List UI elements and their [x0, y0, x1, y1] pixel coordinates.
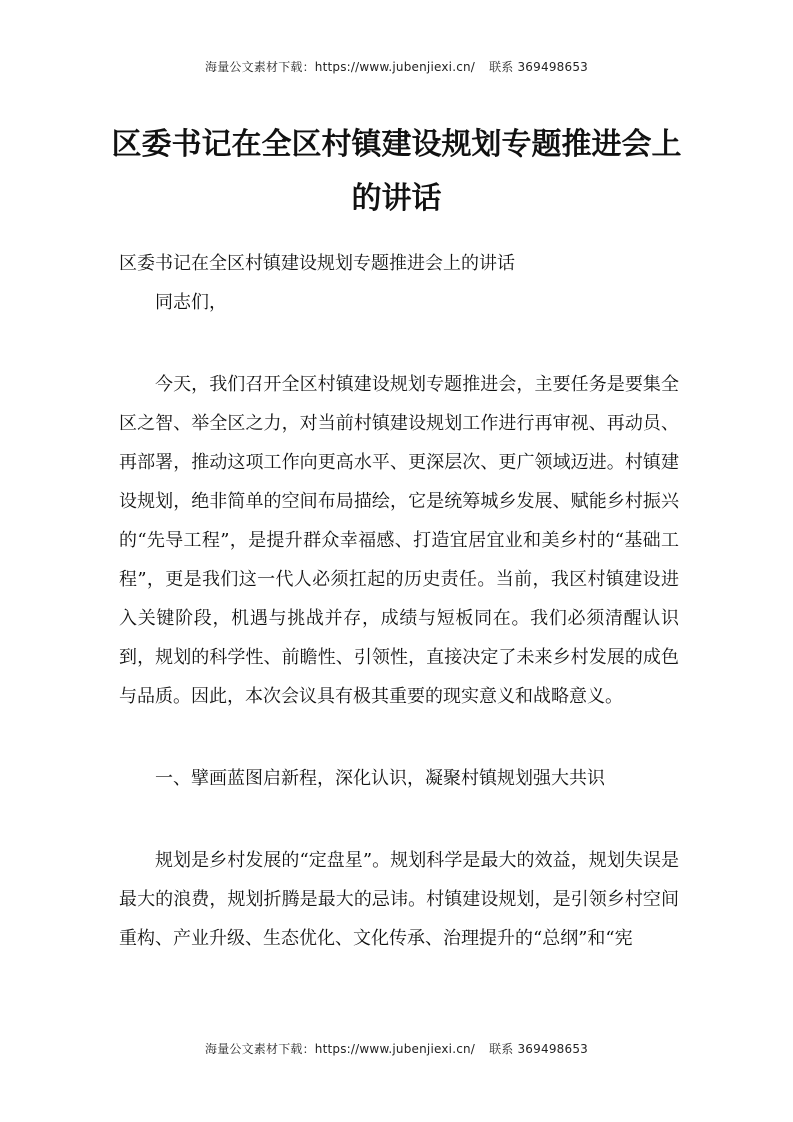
document-title: 区委书记在全区村镇建设规划专题推进会上的讲话: [111, 127, 682, 216]
document-body: [119, 244, 679, 958]
salutation: 同志们，: [155, 292, 227, 313]
header-site-label: 海量公文素材下载：https://www.jubenjiexi.cn/: [205, 60, 476, 74]
document-subtitle: 区委书记在全区村镇建设规划专题推进会上的讲话: [119, 253, 515, 274]
page-header: [0, 58, 793, 75]
footer-site-label: 海量公文素材下载：https://www.jubenjiexi.cn/: [205, 1042, 476, 1056]
page-footer: [0, 1040, 793, 1057]
paragraph-gap: [119, 716, 679, 759]
paragraph-gap: [119, 322, 679, 365]
paragraph-gap: [119, 798, 679, 841]
paragraph-section1: 规划是乡村发展的“定盘星”。规划科学是最大的效益，规划失误是最大的浪费，规划折腾是最大的忌讳。村镇建设规划，是引领乡村空间重构、产业升级、生态优化、文化传承、治理提升的“总纲”和“宪: [119, 850, 679, 949]
section-heading: 一、擘画蓝图启新程，深化认识，凝聚村镇规划强大共识: [155, 768, 605, 789]
paragraph-intro: 今天，我们召开全区村镇建设规划专题推进会，主要任务是要集全区之智、举全区之力，对当前村镇建设规划工作进行再审视、再动员、再部署，推动这项工作向更高水平、更深层次、更广领域迈进。村镇建设规划，绝非简单的空间布局描绘，它是统筹城乡发展、赋能乡村振兴的“先导工程”，是提升群众幸福感、打造宜居宜业和美乡村的“基础工程”，更是我们这一代人必须扛起的历史责任。当前，我区村镇建设进入关键阶段，机遇与挑战并存，成绩与短板同在。我们必须清醒认识到，规划的科学性、前瞻性、引领性，直接决定了未来乡村发展的成色与品质。因此，本次会议具有极其重要的现实意义和战略意义。: [119, 374, 679, 707]
footer-contact: 联系 369498653: [489, 1042, 588, 1056]
header-contact: 联系 369498653: [489, 60, 588, 74]
